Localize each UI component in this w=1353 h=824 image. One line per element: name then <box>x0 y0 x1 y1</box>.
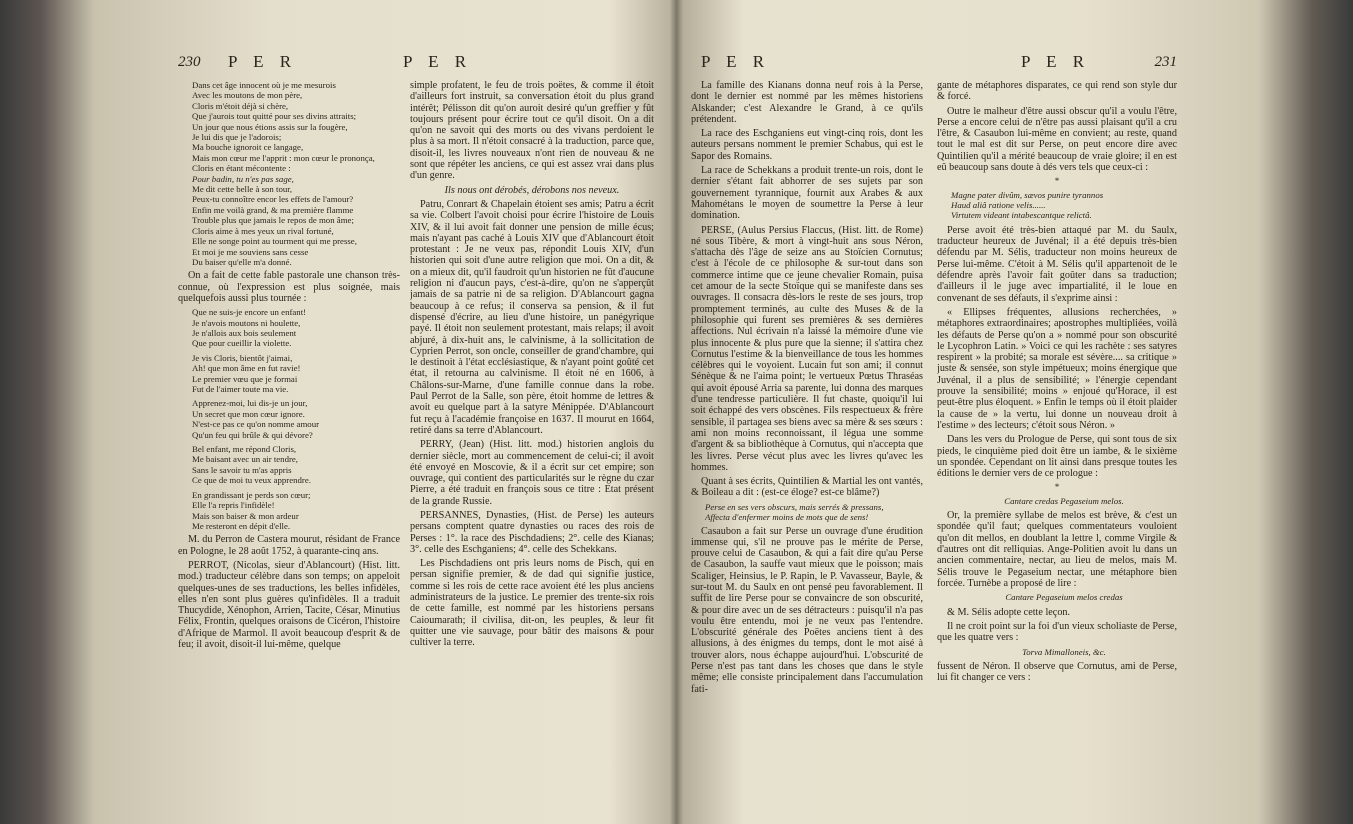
verse-line: Elle ne songe point au tourment qui me presse, <box>192 236 357 247</box>
verse-line: Fut de l'aimer toute ma vie. <box>192 384 289 395</box>
asterisk-ornament: * <box>1054 176 1060 187</box>
verse-line: Je n'allois aux bois seulement <box>192 328 297 339</box>
left-head-word: P E R <box>228 52 298 71</box>
paragraph: La race des Eschganiens eut vingt-cinq rois, dont les auteurs persans nomment le premier Schabus, qui est le Sapor des Romains. <box>691 128 923 162</box>
verse-line: Que ne suis-je encore un enfant! <box>192 307 307 318</box>
paragraph: M. du Perron de Castera mourut, résidant de France en Pologne, le 28 août 1752, à quarante-cinq ans. <box>178 534 400 557</box>
verse-line: Mais son baiser & mon ardeur <box>192 510 299 521</box>
verse-line: Sans le savoir tu m'as appris <box>192 464 292 475</box>
song-verse <box>178 307 400 531</box>
entry-perry: PERRY, (Jean) (Hist. litt. mod.) historien anglois du dernier siècle, mort au commencement de celui-ci; il avoit été envoyé en Moscovie, & il a écrit sur cet empire; son ouvrage, qui contient des particularités sur le règne du czar Pierre, a été traduit en françois sous ce titre : Etat présent de la grande Russie. <box>410 439 654 507</box>
verse-line: Et moi je me souviens sans cesse <box>192 246 309 257</box>
verse-line: Me resteront en dépit d'elle. <box>192 520 291 531</box>
left-column-1 <box>178 80 400 653</box>
paragraph: Il ne croit point sur la foi d'un vieux scholiaste de Perse, que les quatre vers : <box>937 620 1177 644</box>
right-running-head <box>691 52 1177 78</box>
left-page <box>178 52 658 812</box>
left-column-2 <box>410 80 654 652</box>
paragraph: La race de Schekkans a produit trente-un rois, dont le dernier s'étant fait abhorrer de ses sujets par son gouvernement tyrannique, fournit aux Arabes & aux Mahométans le moyen de soumettre la Perse à leur domination. <box>691 165 923 222</box>
latin-line: Magne pater divûm, sævos punire tyrannos <box>951 189 1104 200</box>
verse-line: Mais mon cœur me l'apprit : mon cœur le prononça, <box>192 152 375 163</box>
verse-line: Je n'avois moutons ni houlette, <box>192 317 301 328</box>
verse-line: Me dit cette belle à son tour, <box>192 184 293 195</box>
verse-line: Perse en ses vers obscurs, mais serrés & pressans, <box>705 501 884 512</box>
pastoral-verse <box>178 80 400 267</box>
verse-line: Apprenez-moi, lui dis-je un jour, <box>192 398 308 409</box>
verse-line: Que j'aurois tout quitté pour ses divins attraits; <box>192 111 357 122</box>
left-running-head <box>178 52 658 78</box>
verse-line: Avec les moutons de mon père, <box>192 90 303 101</box>
paragraph: & M. Sélis adopte cette leçon. <box>947 606 1071 618</box>
verse-line: Du baiser qu'elle m'a donné. <box>192 256 292 267</box>
paragraph: Perse avoit été très-bien attaqué par M. du Saulx, traducteur heureux de Juvénal; il a été depuis très-bien défendu par M. Sélis, traducteur non moins heureux de Perse lui-même. C'étoit à M. Sélis qu'il appartenoit de le défendre après l'avoir fait goûter dans sa traduction; d'ailleurs il le juge avec impartialité, il le loue en convenant de ses défauts, il s'exprime ainsi : <box>937 224 1177 304</box>
right-head-word: P E R <box>701 52 771 71</box>
verse-line: Bel enfant, me répond Cloris, <box>192 444 297 455</box>
verse-line: Le premier vœu que je formai <box>192 373 298 384</box>
latin-line: Haud aliâ ratione velis...... <box>951 200 1046 211</box>
verse-line: Elle l'a repris l'infidèle! <box>192 500 275 511</box>
paragraph: Les Pischdadiens ont pris leurs noms de Pisch, qui en persan signifie premier, & de dad qui signifie justice, comme si les rois de cette race avoient été les plus anciens administrateurs de la justice. Le premier des trente-six rois de cette famille, est nommé par les historiens persans Caioumarath; il civilisa, dit-on, les peuples, & leur fit quitter une vie sauvage, pour bâtir des maisons & pour cultiver la terre. <box>410 558 654 649</box>
paragraph: gante de métaphores disparates, ce qui rend son style dur & forcé. <box>937 80 1177 103</box>
paragraph: On a fait de cette fable pastorale une chanson très-connue, où l'expression est plus soignée, mais quelquefois aussi plus tournée : <box>178 270 400 304</box>
verse-line: Dans cet âge innocent où je me mesurois <box>192 80 336 90</box>
entry-perrot: PERROT, (Nicolas, sieur d'Ablancourt) (Hist. litt. mod.) traducteur célèbre dans son temps; on appeloit quelques-unes de ses traductions, les belles infidèles, elles n'en sont plus guères qu'infidèles. Il a traduit Thucydide, Xénophon, Arrien, Tacite, César, Minutius Félix, Frontin, quelques oraisons de Cicéron, l'histoire d'Afrique de Marmol. Il avoit beaucoup d'esprit & de feu; il avoit, disoit-il lui-même, quelque <box>178 559 400 650</box>
boileau-verse <box>691 502 923 523</box>
latin-quote: Cantare Pegaseium melos credas <box>1005 592 1123 603</box>
verse-line: Je lui dis que je l'adorois; <box>192 132 282 143</box>
quote-line: Ils nous ont dérobés, dérobons nos neveux. <box>444 184 620 196</box>
paragraph: Casaubon a fait sur Perse un ouvrage d'une érudition immense qui, s'il ne prouve pas le mérite de Perse, prouve celui de Casaubon, & qui a fait dire qu'au Perse de Casaubon, la sauffe vaut mieux que le poisson; mais Scaliger, Heinsius, le P. Rapin, le P. Vavasseur, Bayle, & sur-tout M. du Saulx en ont pensé peu favorablement. Il suffit de lire Perse pour se convaincre de son obscurité, & pour dire avec un de ses détracteurs : puisqu'il n'a pas voulu être entendu, moi je ne veux pas l'entendre. L'obscurité générale des Poëtes anciens tient à des allusions, à des énigmes du temps, dont le mot aisé à trouver alors, nous échappe aujourd'hui. L'obscurité de Perse n'est pas tant dans les choses que dans le style même; elle consiste principalement dans l'accumulation fati- <box>691 525 923 695</box>
verse-line: Affecta d'enfermer moins de mots que de sens! <box>705 512 869 523</box>
verse-line: Je vis Cloris, bientôt j'aimai, <box>192 352 293 363</box>
verse-line: Peux-tu connoître encor les effets de l'amour? <box>192 194 354 205</box>
left-page-number: 230 <box>178 54 201 70</box>
quotation: « Ellipses fréquentes, allusions recherchées, » métaphores extraordinaires; apostrophes multipliées, voilà les défauts de Perse qu'on a » nommé pour son obscurité le Lycophron Latin. » Voici ce qui les rachète : ses satyres respirent » la probité; sa morale est sévère.... sa critique » juste & sensée, son style impétueux; moins énergique que Juvénal, il a plus de sensibilité; » l'énergie cependant prouve la sensibilité; moins » enjoué qu'Horace, il est peut-être plus éloquent. » Enfin le temps où il étoit plaider la cause de » la vertu, lui donne un nouveau droit à l'estime » des lecteurs; c'étoit sous Néron. » <box>937 306 1177 431</box>
verse-line: Ce que de moi tu veux apprendre. <box>192 475 311 486</box>
verse-line: Qu'un feu qui brûle & qui dévore? <box>192 429 313 440</box>
left-head-word-2: P E R <box>403 52 473 71</box>
entry-perse: PERSE, (Aulus Persius Flaccus, (Hist. litt. de Rome) né sous Tibère, & mort à vingt-huit ans sous Néron, s'attacha dès l'âge de seize ans au Stoïcien Cornutus; c'est à l'école de ce philosophe & sur-tout dans son commerce intime que ce jeune chevalier Romain, puisa cet amour de la secte Stoïque qui se manifeste dans ses ouvrages. Il consacra dès-lors le reste de ses jours, trop promptement terminés, au culte des Muses & de la philosophie qui furent ses premières & ses dernières affections. Nul écrivain n'a laissé la mémoire d'une vie plus innocente & plus pure que la sienne; il s'attira chez Cornutus l'estime & la bienveillance de tous les hommes célèbres qui le voyoient. Lucain fut son ami; il connut Sénèque & ne l'aima point; le vertueux Pœtus Thraséas qui avoit épousé Arria sa parente, lui donna des marques d'une tendresse particulière. Il fut chaste, quoiqu'il lui soit échappé des vers obscènes. Fils respectueux & frère sensible, il partagea ses biens avec sa mère & ses sœurs : ami non moins reconnoissant, il légua une somme d'argent & sa bibliothèque à Cornutus, qui n'accepta que les livres. Perse vécut plus avec les livres qu'avec les hommes. <box>691 224 923 473</box>
latin-quote <box>937 190 1177 221</box>
right-column-1 <box>691 80 923 698</box>
paragraph: Dans les vers du Prologue de Perse, qui sont tous de six pieds, le cinquième pied doit être un iambe, & le sixième un spondée. Cependant on lit ainsi dans presque toutes les éditions le dernier vers de ce prologue : <box>937 434 1177 480</box>
latin-line: Virtutem videant intabescantque relictâ. <box>951 210 1092 221</box>
paragraph: fussent de Néron. Il observe que Cornutus, ami de Perse, lui fit changer ce vers : <box>937 660 1177 684</box>
latin-quote: Cantare credas Pegaseium melos. <box>1004 495 1124 506</box>
paragraph: Or, la première syllabe de melos est brève, & c'est un spondée qu'il faut; quelques commentateurs vouloient qu'on dit mellos, en doublant la lettre l, comme Virgile & d'autres ont dit relliquias. Ange-Politien avoit lu dans un ancien commentaire, nectar, au lieu de melos, mais M. Sélis trouve le Pegaseium nectar, une métaphore bien forcée. Turnèbe a proposé de lire : <box>937 510 1177 589</box>
paragraph: Outre le malheur d'être aussi obscur qu'il a voulu l'être, Perse a encore celui de n'être pas aussi plaisant qu'il a cru l'être, & Casaubon lui-même en convient; au reste, quand tout le mal est dit sur Perse, on peut encore dire avec Quintilien qu'il a mérité beaucoup de vraie gloire; il en est eû beaucoup sans doute à dés vers tels que ceux-ci : <box>937 105 1177 174</box>
right-column-2 <box>937 80 1177 687</box>
paragraph: simple profatent, le feu de trois poëtes, & comme il étoit d'ailleurs fort instruit, sa conversation étoit du plus grand intérêt; Pélisson dit qu'on auroit desiré qu'un greffier y fût toujours présent pour écrire tout ce qu'il disoit. On a dit qu'on ne savoit qui des morts ou des vivans perdoient le plus à sa mort. Il n'étoit consacré à la traduction, parce que, disoit-il, les livres nouveaux n'ont rien de nouveau & ne sont que répéter les anciens, ce qui est assez vrai dans plus d'un genre. <box>410 80 654 182</box>
paragraph: La famille des Kianans donna neuf rois à la Perse, dont le dernier est nommé par les mêmes historiens Alskander; c'est Alexandre le Grand, à ce qu'ils prétendent. <box>691 80 923 125</box>
paragraph: Patru, Conrart & Chapelain étoient ses amis; Patru a écrit sa vie. Colbert l'avoit choisi pour écrire l'histoire de Louis XIV, & il lui avoit fait donner une pension de mille écus; mais n'ayant pas caché à Louis XIV que d'Ablancourt étoit protestant : Je ne veux pas, répondit Louis XIV, d'un historien qui soit d'une autre religion que moi. On a dit, & on a mieux dit, qu'il faudroit qu'un historien ne fût d'aucune religion ni d'aucun pays, c'est-à-dire, qu'on ne s'apperçût jamais de sa patrie ni de sa religion. D'Ablancourt gagna beaucoup à ce refus; il conserva sa pension, & il fut dispensé d'écrire, au lieu d'une histoire, un panégyrique payé. Il étoit non seulement protestant, mais relaps; il avoit abjuré, à dix-huit ans, le calvinisme, à la sollicitation de Cyprien Perrot, son oncle, conseiller de grand'chambre, qui le destinoit à l'état ecclésiastique, & n'ayant point goûté cet état, il retourna au calvinisme. Il étoit né en 1606, à Châlons-sur-Marne, d'une famille connue dans la robe. Paul Perrot de la Salle, son père, étoit homme de lettres & avoit eu quelque part à la satyre Ménippée. D'Ablancourt fut reçu à l'académie françoise en 1637. Il mourut en 1664, retiré dans sa terre d'Ablancourt. <box>410 198 654 436</box>
verse-line: N'est-ce pas ce qu'on nomme amour <box>192 419 320 430</box>
right-head-word-2: P E R <box>1021 52 1091 71</box>
verse-line: Trouble plus que jamais le repos de mon âme; <box>192 215 354 226</box>
verse-line: En grandissant je perds son cœur; <box>192 489 311 500</box>
right-page <box>691 52 1177 812</box>
right-page-number: 231 <box>1154 54 1177 70</box>
verse-line: Un jour que nous étions assis sur la fougère, <box>192 121 348 132</box>
latin-quote: Torva Mimalloneis, &c. <box>1022 646 1106 657</box>
verse-line: Que pour cueillir la violette. <box>192 338 292 349</box>
verse-line: Ma bouche ignoroit ce langage, <box>192 142 304 153</box>
verse-line: Enfin me voilà grand, & ma première flamme <box>192 204 354 215</box>
verse-line: Un secret que mon cœur ignore. <box>192 408 305 419</box>
verse-line: Me baisant avec un air tendre, <box>192 454 299 465</box>
verse-line: Cloris aime à mes yeux un rival fortuné, <box>192 225 334 236</box>
asterisk-ornament: * <box>1054 482 1060 493</box>
verse-line: Pour badin, tu n'es pas sage, <box>192 173 294 184</box>
paragraph: Quant à ses écrits, Quintilien & Martial les ont vantés, & Boileau a dit : (est-ce éloge? est-ce blâme?) <box>691 476 923 499</box>
entry-persannes: PERSANNES, Dynasties, (Hist. de Perse) les auteurs persans comptent quatre dynasties ou races des rois de Perses : 1°. la race des Pischdadiens; 2°. celle des Kianas; 3°. celle des Eschganiens; 4°. celle des Schekkans. <box>410 509 654 555</box>
verse-line: Cloris en étant mécontente : <box>192 163 291 174</box>
verse-line: Cloris m'étoit déjà si chère, <box>192 100 289 111</box>
verse-line: Ah! que mon âme en fut ravie! <box>192 363 301 374</box>
